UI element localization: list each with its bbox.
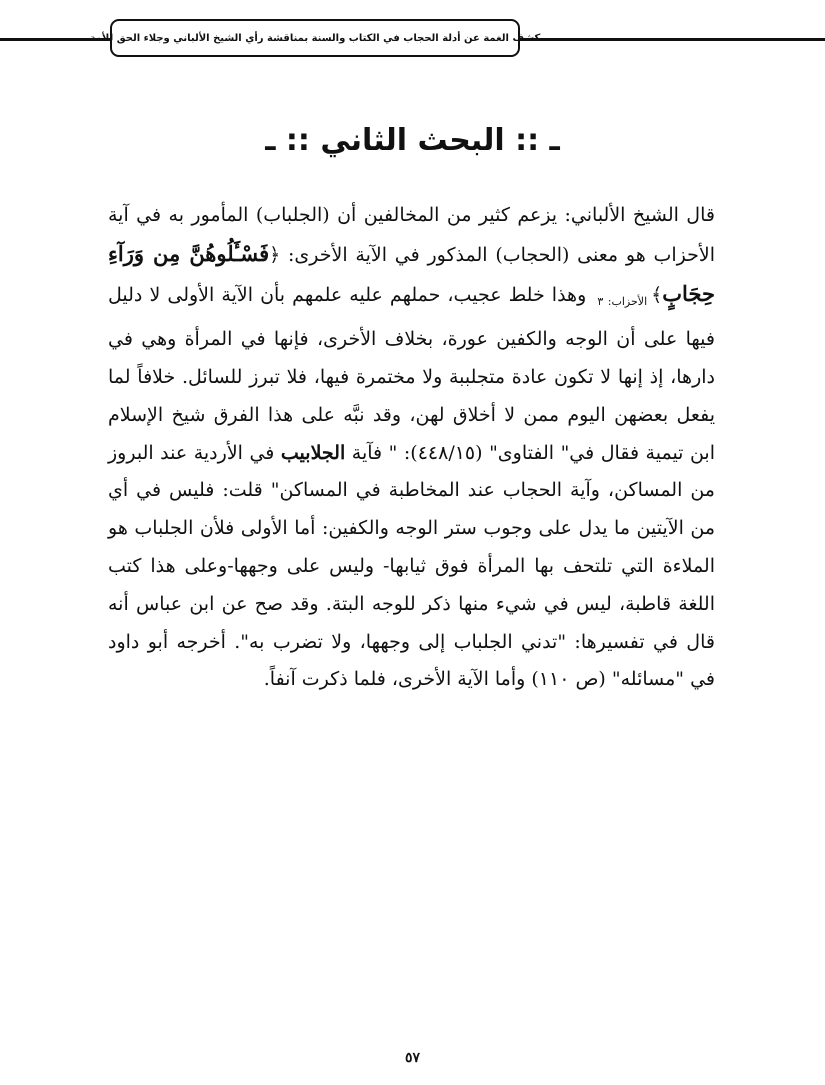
paragraph-continuation: وهذا خلط عجيب، حملهم عليه علمهم بأن الآية الأولى لا دليل فيها على أن الوجه والكفين عورة، بخلاف الأخرى، فإنها في المرأة وهي في دارها، إذ إنها لا تكون عادة متجلببة ولا مختمرة فيها، فلا تبرز للسائل. خلافاً لما يفعل بعضهن اليوم ممن لا أخلاق لهن، وقد نبَّه على هذا الفرق شيخ الإسلام ابن تيمية فقال في" الفتاوى" (٤٤٨/١٥): " فآية — [108, 283, 716, 464]
quran-bracket-close: ﴾ — [651, 283, 663, 306]
body-paragraph — [108, 197, 715, 699]
emphasized-word: الجلابيب — [280, 441, 346, 464]
paragraph-intro: قال الشيخ الألباني: يزعم كثير من المخالفين أن (الجلباب) المأمور به في آية الأحزاب هو معنى (الحجاب) المذكور في الآية الأخرى: — [108, 204, 715, 266]
verse-reference: الأحزاب: ٣ — [597, 295, 648, 309]
running-title: كشف الغمة عن أدلة الحجاب في الكتاب والسنة بمناقشة رأي الشيخ الألباني وجلاء الحق للأمة — [89, 32, 541, 44]
page-number: ٥٧ — [404, 1050, 421, 1066]
running-header — [0, 0, 825, 70]
quran-bracket-open: ﴿ — [269, 243, 281, 266]
section-title: ـ :: البحث الثاني :: ـ — [265, 123, 560, 158]
paragraph-end: في الأردية عند البروز من المساكن، وآية الحجاب عند المخاطبة في المساكن" قلت: فليس في أي من الآيتين ما يدل على وجوب ستر الوجه والكفين: أما الأولى فلأن الجلباب هو الملاءة التي تلتحف بها المرأة فوق ثيابها- وليس على وجهها-وعلى هذا كتب اللغة قاطبة، ليس في شيء منها ذكر للوجه البتة. وقد صح عن ابن عباس أنه قال في تفسيرها: "تدني الجلباب إلى وجهها، ولا تضرب به". أخرجه أبو داود في "مسائله" (ص ١١٠) وأما الآية الأخرى، فلما ذكرت آنفاً. — [108, 441, 715, 691]
header-title-box — [89, 19, 541, 57]
header-rule-right — [520, 38, 825, 41]
quran-verse: فَسْـَٔلُوهُنَّ مِن وَرَآءِ حِجَابٍ — [108, 240, 715, 306]
